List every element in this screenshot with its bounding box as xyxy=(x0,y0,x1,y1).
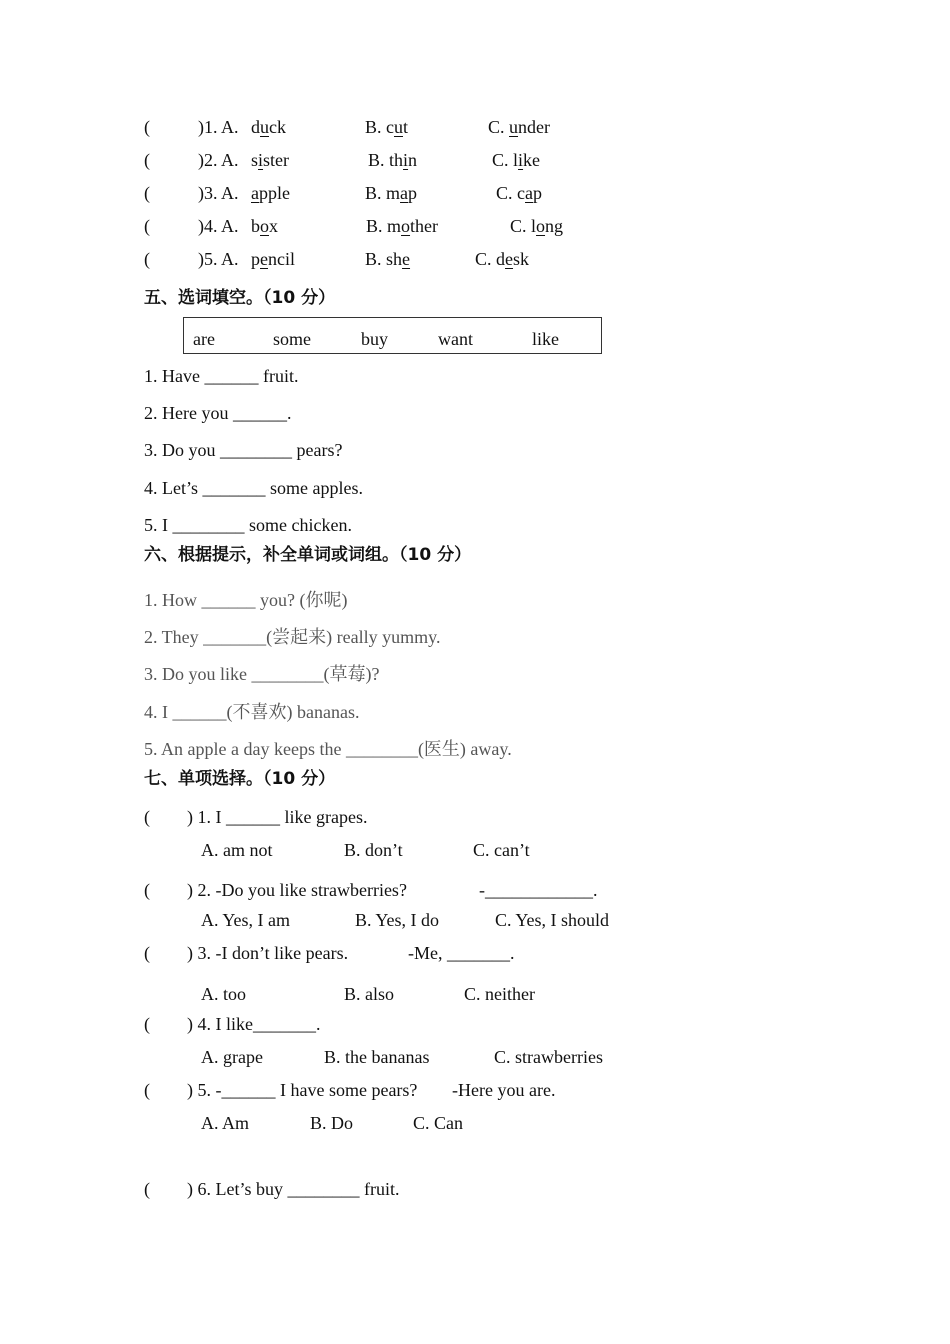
choice-c: C. Can xyxy=(413,1113,464,1133)
question-number: )2. A. xyxy=(198,150,239,170)
answer-paren[interactable]: ( xyxy=(144,880,150,900)
section-5-title: 五、选词填空。（10 分） xyxy=(144,288,336,308)
word-bank-word: like xyxy=(532,329,559,349)
choice-c: C. neither xyxy=(464,984,535,1004)
word-bank-word: some xyxy=(273,329,311,349)
question-stem: ) 6. Let’s buy ________ fruit. xyxy=(187,1179,400,1199)
choice-a: A. too xyxy=(201,984,246,1004)
option-b-word: B. she xyxy=(365,249,411,269)
fill-blank-item: 2. Here you ______. xyxy=(144,403,292,423)
word-bank-word: buy xyxy=(361,329,388,349)
option-a-word: sister xyxy=(251,150,290,170)
option-b-word: B. mother xyxy=(366,216,439,236)
option-c-word: C. desk xyxy=(475,249,530,269)
question-stem: ) 5. -______ I have some pears? xyxy=(187,1080,418,1100)
option-c-word: C. long xyxy=(510,216,564,236)
answer-paren[interactable]: ( xyxy=(144,1014,150,1034)
section-7-title: 七、单项选择。（10 分） xyxy=(144,769,336,789)
hint-item: 5. An apple a day keeps the ________(医生) away. xyxy=(144,739,512,759)
fill-blank-item: 1. Have ______ fruit. xyxy=(144,366,299,386)
question-reply: -Here you are. xyxy=(452,1080,556,1100)
answer-paren[interactable]: ( xyxy=(144,807,150,827)
question-stem: ) 4. I like_______. xyxy=(187,1014,321,1034)
option-c-word: C. like xyxy=(492,150,541,170)
section-6-title: 六、根据提示，补全单词或词组。（10 分） xyxy=(144,545,472,565)
question-number: )4. A. xyxy=(198,216,239,236)
choice-c: C. strawberries xyxy=(494,1047,603,1067)
choice-b: B. Do xyxy=(310,1113,354,1133)
answer-paren[interactable]: ( xyxy=(144,249,150,269)
option-b-word: B. cut xyxy=(365,117,409,137)
option-a-word: box xyxy=(251,216,278,236)
question-number: )5. A. xyxy=(198,249,239,269)
question-reply: -Me, _______. xyxy=(408,943,515,963)
choice-a: A. grape xyxy=(201,1047,263,1067)
choice-b: B. also xyxy=(344,984,395,1004)
answer-paren[interactable]: ( xyxy=(144,183,150,203)
fill-blank-item: 4. Let’s _______ some apples. xyxy=(144,478,363,498)
option-a-word: pencil xyxy=(251,249,295,269)
choice-a: A. Yes, I am xyxy=(201,910,291,930)
option-b-word: B. thin xyxy=(368,150,418,170)
hint-item: 3. Do you like ________(草莓)? xyxy=(144,664,380,684)
choice-a: A. am not xyxy=(201,840,273,860)
choice-b: B. don’t xyxy=(344,840,403,860)
answer-paren[interactable]: ( xyxy=(144,216,150,236)
option-b-word: B. map xyxy=(365,183,418,203)
fill-blank-item: 5. I ________ some chicken. xyxy=(144,515,352,535)
hint-item: 1. How ______ you? (你呢) xyxy=(144,590,348,610)
answer-paren[interactable]: ( xyxy=(144,943,150,963)
choice-c: C. Yes, I should xyxy=(495,910,610,930)
option-a-word: duck xyxy=(251,117,286,137)
option-c-word: C. under xyxy=(488,117,550,137)
question-stem: ) 1. I ______ like grapes. xyxy=(187,807,368,827)
choice-b: B. Yes, I do xyxy=(355,910,440,930)
answer-paren[interactable]: ( xyxy=(144,150,150,170)
question-reply: -____________. xyxy=(479,880,598,900)
answer-paren[interactable]: ( xyxy=(144,117,150,137)
question-stem: ) 2. -Do you like strawberries? xyxy=(187,880,407,900)
word-bank-box xyxy=(183,317,602,354)
word-bank-word: are xyxy=(193,329,215,349)
word-bank-word: want xyxy=(438,329,473,349)
answer-paren[interactable]: ( xyxy=(144,1179,150,1199)
hint-item: 2. They _______(尝起来) really yummy. xyxy=(144,627,441,647)
question-stem: ) 3. -I don’t like pears. xyxy=(187,943,349,963)
choice-a: A. Am xyxy=(201,1113,250,1133)
option-a-word: apple xyxy=(251,183,290,203)
answer-paren[interactable]: ( xyxy=(144,1080,150,1100)
hint-item: 4. I ______(不喜欢) bananas. xyxy=(144,702,360,722)
choice-c: C. can’t xyxy=(473,840,530,860)
option-c-word: C. cap xyxy=(496,183,543,203)
question-number: )1. A. xyxy=(198,117,239,137)
question-number: )3. A. xyxy=(198,183,239,203)
choice-b: B. the bananas xyxy=(324,1047,430,1067)
fill-blank-item: 3. Do you ________ pears? xyxy=(144,440,343,460)
